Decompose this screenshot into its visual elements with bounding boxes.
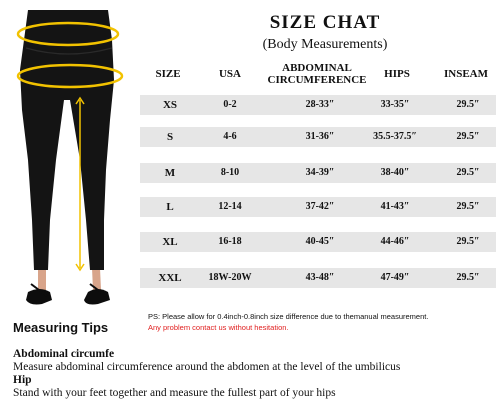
cell-inseam: 29.5″ [456, 131, 480, 142]
ps-note: PS: Please allow for 0.4inch-0.8inch size difference due to themanual measurement. [148, 312, 429, 321]
cell-abdominal: 28-33″ [305, 99, 335, 110]
cell-hips: 35.5-37.5″ [373, 131, 417, 142]
cell-abdominal: 37-42″ [305, 201, 335, 212]
cell-hips: 38-40″ [380, 167, 410, 178]
cell-abdominal: 34-39″ [305, 167, 335, 178]
header-inseam: INSEAM [443, 68, 488, 80]
shoe-right [84, 289, 110, 305]
cell-usa: 12-14 [218, 201, 242, 212]
cell-size: XXL [158, 272, 182, 284]
cell-hips: 44-46″ [380, 236, 410, 247]
cell-usa: 4-6 [223, 131, 237, 142]
table-row [140, 197, 496, 217]
cell-hips: 33-35″ [380, 99, 410, 110]
cell-abdominal: 31-36″ [305, 131, 335, 142]
cell-size: M [164, 167, 176, 179]
pants [20, 10, 114, 270]
cell-usa: 0-2 [223, 99, 237, 110]
chart-title: SIZE CHAT [269, 12, 381, 33]
ps-notice [148, 311, 500, 333]
table-row [140, 163, 496, 183]
table-row [140, 268, 496, 288]
shoe-left [26, 289, 52, 305]
cell-abdominal: 43-48″ [305, 272, 335, 283]
cell-hips: 41-43″ [380, 201, 410, 212]
cell-usa: 18W-20W [208, 272, 252, 283]
cell-hips: 47-49″ [380, 272, 410, 283]
abdominal-tip-heading: Abdominal circumfe [13, 348, 115, 360]
cell-inseam: 29.5″ [456, 201, 480, 212]
header-abdominal [262, 62, 372, 86]
cell-inseam: 29.5″ [456, 99, 480, 110]
cell-inseam: 29.5″ [456, 236, 480, 247]
header-abdominal-line1: ABDOMINAL [282, 62, 352, 74]
abdominal-tip-text: Measure abdominal circumference around the abdomen at the level of the umbilicus [13, 361, 401, 373]
chart-subtitle: (Body Measurements) [262, 37, 388, 52]
header-usa: USA [218, 68, 241, 80]
cell-size: S [166, 131, 174, 143]
header-size: SIZE [155, 68, 181, 80]
table-row [140, 95, 496, 115]
model-illustration [0, 0, 135, 318]
cell-size: XL [162, 236, 178, 248]
cell-size: XS [162, 99, 178, 111]
measuring-tips-heading: Measuring Tips [13, 320, 109, 335]
header-abdominal-line2: CIRCUMFERENCE [267, 74, 367, 86]
cell-inseam: 29.5″ [456, 272, 480, 283]
cell-inseam: 29.5″ [456, 167, 480, 178]
hip-tip-text: Stand with your feet together and measure the fullest part of your hips [13, 387, 336, 399]
ankle-left [38, 268, 46, 290]
table-row [140, 232, 496, 252]
cell-usa: 16-18 [218, 236, 242, 247]
header-hips: HIPS [384, 68, 410, 80]
cell-size: L [166, 201, 174, 213]
cell-abdominal: 40-45″ [305, 236, 335, 247]
hip-tip-heading: Hip [13, 374, 32, 386]
ps-warning: Any problem contact us without hesitation. [148, 323, 289, 332]
cell-usa: 8-10 [220, 167, 240, 178]
table-row [140, 127, 496, 147]
